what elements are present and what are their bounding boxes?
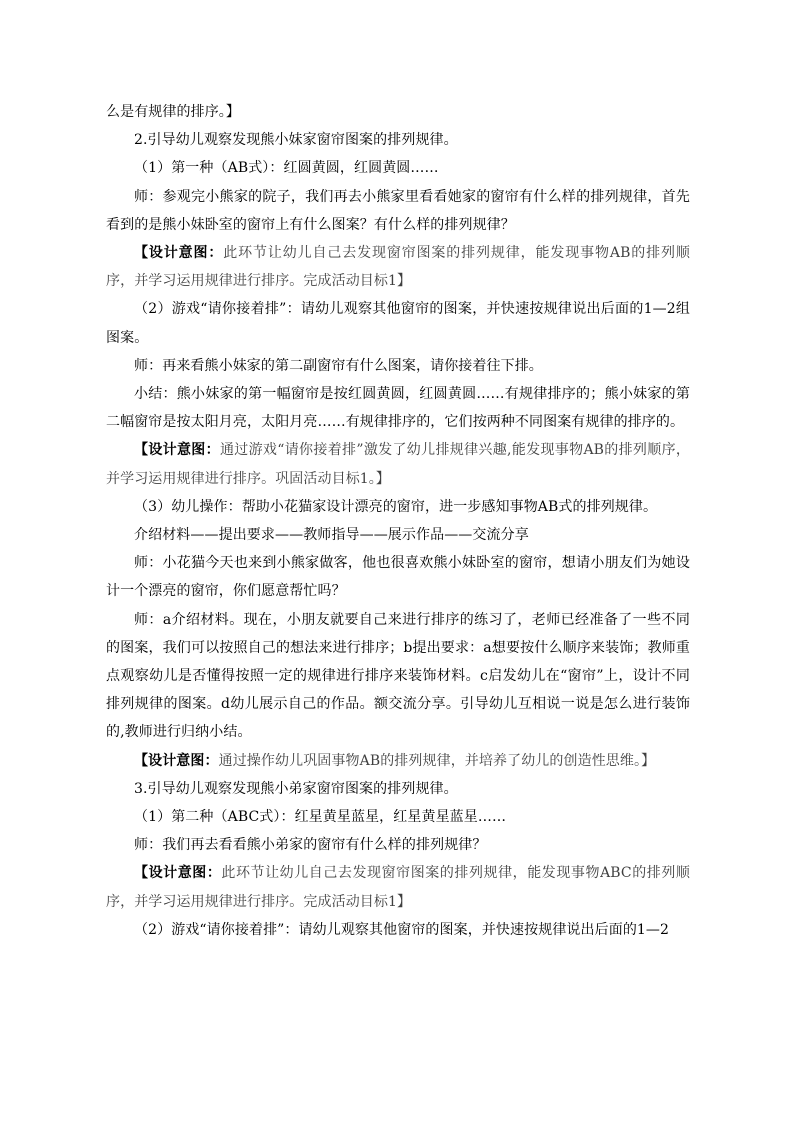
paragraph-text: 通过游戏“请你接着排”激发了幼儿排规律兴趣,能发现事物AB的排列顺序，并学习运用规律进行排序。巩固活动目标1。】 (106, 442, 690, 487)
paragraph-text: 此环节让幼儿自己去发现窗帘图案的排列规律，能发现事物AB的排列顺序，并学习运用规律进行排序。完成活动目标1】 (106, 245, 690, 290)
design-intent-label: 【设计意图： (134, 752, 219, 769)
paragraph-text: （1）第一种（AB式）：红圆黄圆，红圆黄圆…… (134, 160, 439, 177)
body-paragraph (106, 549, 690, 605)
paragraph-text: 2.引导幼儿观察发现熊小妹家窗帘图案的排列规律。 (134, 132, 458, 149)
body-paragraph (106, 775, 690, 803)
body-paragraph (106, 831, 690, 859)
paragraph-text: 小结：熊小妹家的第一幅窗帘是按红圆黄圆，红圆黄圆……有规律排序的；熊小妹家的第二幅窗帘是按太阳月亮，太阳月亮……有规律排序的，它们按两种不同图案有规律的排序的。 (106, 386, 690, 431)
design-intent-paragraph (106, 239, 690, 295)
body-paragraph (106, 493, 690, 521)
paragraph-text: 师：a介绍材料。现在，小朋友就要自己来进行排序的练习了，老师已经准备了一些不同的图案，我们可以按照自己的想法来进行排序；b提出要求：a想要按什么顺序来装饰；教师重点观察幼儿是否懂得按照一定的规律进行排序来装饰材料。c启发幼儿在“窗帘”上，设计不同排列规律的图案。d幼儿展示自己的作品。额交流分享。引导幼儿互相说一说是怎么进行装饰的,教师进行归纳小结。 (106, 611, 690, 741)
design-intent-label: 【设计意图： (134, 865, 222, 882)
design-intent-paragraph (106, 436, 690, 492)
paragraph-text: 师：参观完小熊家的院子，我们再去小熊家里看看她家的窗帘有什么样的排列规律，首先看到的是熊小妹卧室的窗帘上有什么图案？有什么样的排列规律？ (106, 188, 690, 233)
body-paragraph (106, 916, 690, 944)
paragraph-text: 介绍材料——提出要求——教师指导——展示作品——交流分享 (134, 527, 529, 544)
body-paragraph (106, 352, 690, 380)
body-paragraph (106, 126, 690, 154)
paragraph-text: （3）幼儿操作：帮助小花猫家设计漂亮的窗帘，进一步感知事物AB式的排列规律。 (134, 498, 658, 515)
body-paragraph (106, 803, 690, 831)
paragraph-text: 3.引导幼儿观察发现熊小弟家窗帘图案的排列规律。 (134, 780, 458, 797)
paragraph-text: 师：小花猫今天也来到小熊家做客，他也很喜欢熊小妹卧室的窗帘，想请小朋友们为她设计一个漂亮的窗帘，你们愿意帮忙吗？ (106, 555, 690, 600)
paragraph-text: 师：我们再去看看熊小弟家的窗帘有什么样的排列规律？ (134, 837, 487, 854)
design-intent-label: 【设计意图： (134, 442, 220, 459)
paragraph-text: （2）游戏“请你接着排”：请幼儿观察其他窗帘的图案，并快速按规律说出后面的1—2 (134, 921, 670, 938)
paragraph-text: 么是有规律的排序。】 (106, 104, 240, 120)
paragraph-text: 通过操作幼儿巩固事物AB的排列规律，并培养了幼儿的创造性思维。】 (218, 752, 656, 769)
paragraph-text: （2）游戏“请你接着排”：请幼儿观察其他窗帘的图案，并快速按规律说出后面的1—2组图案。 (106, 301, 690, 346)
body-paragraph (106, 183, 690, 239)
body-paragraph (106, 380, 690, 436)
body-paragraph (106, 295, 690, 351)
paragraph-text: 此环节让幼儿自己去发现窗帘图案的排列规律，能发现事物ABC的排列顺序，并学习运用规律进行排序。完成活动目标1】 (106, 865, 690, 910)
paragraph-text: 师：再来看熊小妹家的第二副窗帘有什么图案，请你接着往下排。 (134, 357, 543, 374)
body-paragraph (106, 521, 690, 549)
design-intent-paragraph (106, 859, 690, 915)
paragraph-text: （1）第二种（ABC式）：红星黄星蓝星，红星黄星蓝星…… (134, 809, 507, 826)
body-paragraph (106, 98, 690, 126)
body-paragraph (106, 606, 690, 747)
document-page (106, 98, 690, 944)
body-paragraph (106, 154, 690, 182)
design-intent-label: 【设计意图： (134, 245, 224, 262)
design-intent-paragraph (106, 747, 690, 775)
